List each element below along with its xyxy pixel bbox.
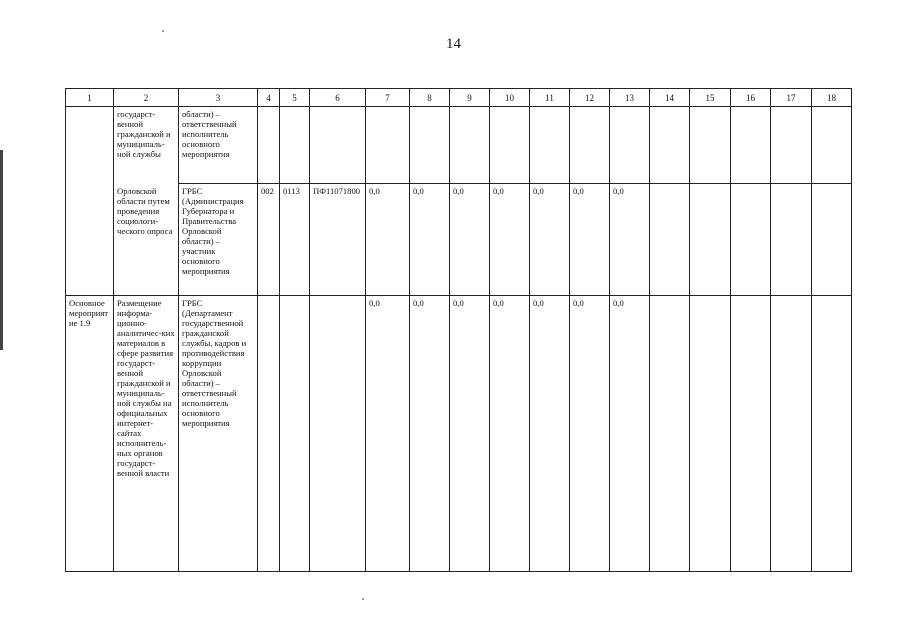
table-cell	[650, 296, 690, 572]
value-cell: 0,0	[570, 184, 610, 296]
grbs-code-cell: 002	[258, 184, 280, 296]
header-cell: 3	[179, 89, 258, 107]
table-cell	[258, 107, 280, 184]
value-cell: 0,0	[530, 184, 570, 296]
section-code-cell: 0113	[280, 184, 310, 296]
header-cell: 12	[570, 89, 610, 107]
table-cell	[310, 107, 366, 184]
table-row	[66, 184, 852, 296]
target-article-cell: ПФ11071800	[310, 184, 366, 296]
header-cell: 10	[490, 89, 530, 107]
header-cell: 17	[771, 89, 812, 107]
table-cell	[310, 296, 366, 572]
budget-table	[65, 88, 852, 572]
executor-cell: ГРБС (Департамент государственной гражданской службы, кадров и противодействия коррупции Орловской области) – ответственный исполнитель основного мероприятия	[179, 296, 258, 572]
value-cell: 0,0	[450, 296, 490, 572]
header-cell: 5	[280, 89, 310, 107]
value-cell: 0,0	[490, 296, 530, 572]
header-cell: 6	[310, 89, 366, 107]
measure-description-cell: государст-венной гражданской и муниципаль-ной службы	[114, 107, 179, 184]
table-cell	[812, 107, 852, 184]
table-cell	[650, 107, 690, 184]
header-cell: 13	[610, 89, 650, 107]
table-cell	[731, 184, 771, 296]
value-cell: 0,0	[570, 296, 610, 572]
value-cell: 0,0	[410, 184, 450, 296]
value-cell: 0,0	[450, 184, 490, 296]
table-cell	[410, 107, 450, 184]
executor-cell: ГРБС (Администрация Губернатора и Правительства Орловской области) – участник основного мероприятия	[179, 184, 258, 296]
table-cell	[280, 296, 310, 572]
table-cell	[771, 107, 812, 184]
measure-description-cell: Орловской области путем проведения социологи-ческого опроса	[114, 184, 179, 296]
measure-description-cell: Размещение информа-ционно-аналитичес-ких материалов в сфере развития государст-венной гражданской и муниципаль-ной службы на официальных интернет-сайтах исполнитель-ных органов государст-венной власти	[114, 296, 179, 572]
table-cell	[258, 296, 280, 572]
value-cell: 0,0	[366, 184, 410, 296]
header-cell: 14	[650, 89, 690, 107]
table-cell	[690, 296, 731, 572]
scan-speck	[362, 598, 364, 600]
header-cell: 9	[450, 89, 490, 107]
table-cell	[812, 296, 852, 572]
table-cell	[66, 107, 114, 184]
table-cell	[690, 184, 731, 296]
table-cell	[731, 296, 771, 572]
header-row	[66, 89, 852, 107]
table-cell	[610, 107, 650, 184]
value-cell: 0,0	[610, 184, 650, 296]
table-cell	[366, 107, 410, 184]
value-cell: 0,0	[366, 296, 410, 572]
table-cell	[812, 184, 852, 296]
table-row	[66, 107, 852, 184]
executor-cell: области) – ответственный исполнитель основного мероприятия	[179, 107, 258, 184]
measure-name-cell: Основное мероприятие 1.9	[66, 296, 114, 572]
table-cell	[771, 296, 812, 572]
header-cell: 11	[530, 89, 570, 107]
table-cell	[771, 184, 812, 296]
header-cell: 18	[812, 89, 852, 107]
header-cell: 1	[66, 89, 114, 107]
table-cell	[280, 107, 310, 184]
value-cell: 0,0	[410, 296, 450, 572]
table-cell	[450, 107, 490, 184]
value-cell: 0,0	[530, 296, 570, 572]
header-cell: 16	[731, 89, 771, 107]
header-cell: 2	[114, 89, 179, 107]
scan-speck	[162, 30, 164, 32]
page-number: 14	[446, 36, 461, 52]
scan-edge-mark	[0, 150, 3, 350]
table-cell	[66, 184, 114, 296]
table-cell	[690, 107, 731, 184]
header-cell: 7	[366, 89, 410, 107]
header-cell: 8	[410, 89, 450, 107]
value-cell: 0,0	[610, 296, 650, 572]
value-cell: 0,0	[490, 184, 530, 296]
table-cell	[530, 107, 570, 184]
header-cell: 4	[258, 89, 280, 107]
table-cell	[490, 107, 530, 184]
table-cell	[570, 107, 610, 184]
table-row	[66, 296, 852, 572]
header-cell: 15	[690, 89, 731, 107]
table-cell	[731, 107, 771, 184]
table-cell	[650, 184, 690, 296]
